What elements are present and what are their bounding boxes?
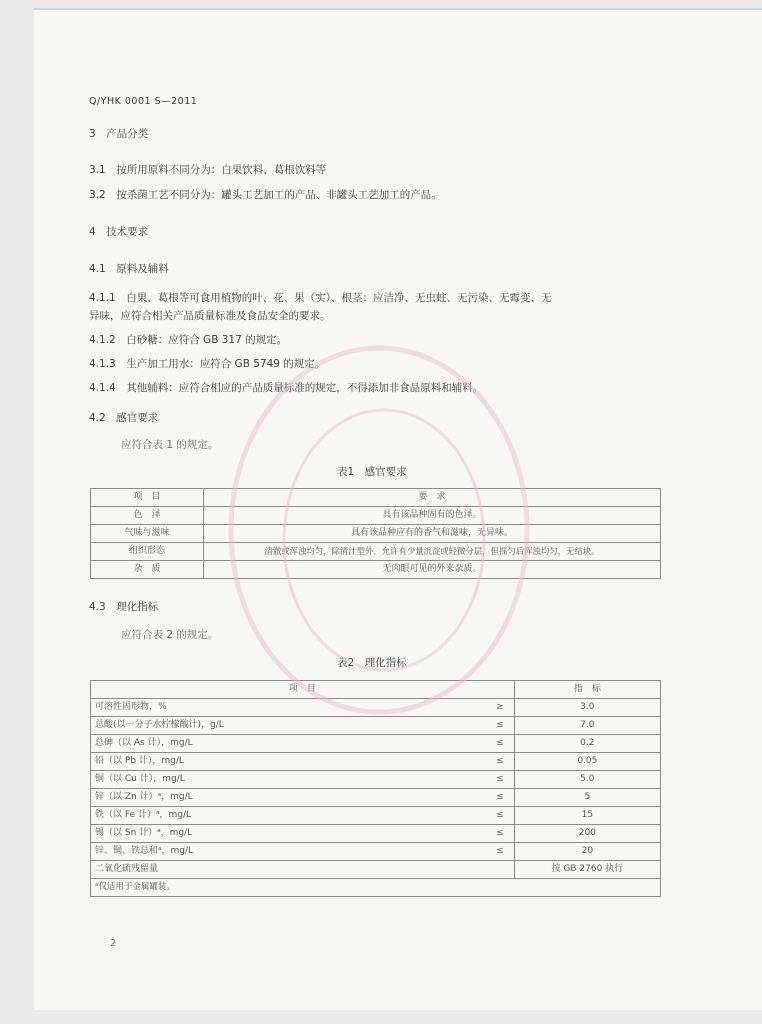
- clause-3-2: 3.2 按杀菌工艺不同分为：罐头工艺加工的产品、非罐头工艺加工的产品。: [89, 189, 442, 201]
- table-cell: 锌、铜、铁总和ᵃ，mg/L: [91, 843, 480, 861]
- table-cell: [480, 861, 515, 879]
- heading-4-1: 4.1 原料及辅料: [89, 263, 169, 275]
- table-cell: ≥: [480, 699, 515, 717]
- table-row: [91, 561, 661, 579]
- table-header-row: [91, 489, 661, 507]
- table-row: [91, 699, 661, 717]
- table-cell: 总砷（以 As 计），mg/L: [91, 735, 480, 753]
- table-cell: 具有该品种应有的香气和滋味，无异味。: [204, 525, 661, 543]
- table-row: [91, 543, 661, 561]
- table-row: [91, 843, 661, 861]
- table-footnote-row: [91, 879, 661, 897]
- table-cell: 铜（以 Cu 计），mg/L: [91, 771, 480, 789]
- table-cell: ≤: [480, 843, 515, 861]
- table-row: [91, 771, 661, 789]
- table-cell: 铅（以 Pb 计），mg/L: [91, 753, 480, 771]
- table-cell: 按 GB 2760 执行: [514, 861, 660, 879]
- table-cell: 3.0: [514, 699, 660, 717]
- table-cell: 5.0: [514, 771, 660, 789]
- document-page: [34, 8, 762, 1010]
- table-cell: ≤: [480, 735, 515, 753]
- table-cell: 具有该品种固有的色泽。: [204, 507, 661, 525]
- table-header-cell: 项 目: [91, 489, 204, 507]
- table-cell: 15: [514, 807, 660, 825]
- table-cell: ≤: [480, 825, 515, 843]
- table-cell: 铁（以 Fe 计）ᵃ，mg/L: [91, 807, 480, 825]
- table-cell: 20: [514, 843, 660, 861]
- table-cell: 0.2: [514, 735, 660, 753]
- table-row: [91, 507, 661, 525]
- table-cell: 0.05: [514, 753, 660, 771]
- table-cell: 杂 质: [91, 561, 204, 579]
- table-cell: 二氧化硫残留量: [91, 861, 480, 879]
- table-cell: ≤: [480, 771, 515, 789]
- table-cell: 色 泽: [91, 507, 204, 525]
- table-cell: 200: [514, 825, 660, 843]
- clause-4-1-1-line1: 4.1.1 白果、葛根等可食用植物的叶、花、果（实）、根茎：应洁净、无虫蛀、无污染、无霉变、无: [89, 292, 552, 304]
- table-row: [91, 753, 661, 771]
- heading-3: 3 产品分类: [89, 128, 149, 140]
- table-header-cell: 项 目: [91, 681, 515, 699]
- table-row: [91, 525, 661, 543]
- heading-4-3: 4.3 理化指标: [89, 601, 159, 613]
- table-cell: 可溶性固形物，%: [91, 699, 480, 717]
- table-cell: 锌（以 Zn 计）ᵃ，mg/L: [91, 789, 480, 807]
- table-cell: 5: [514, 789, 660, 807]
- table-cell: ≤: [480, 807, 515, 825]
- sensory-table: [90, 488, 661, 579]
- table2-caption: 表2 理化指标: [337, 657, 407, 669]
- heading-4: 4 技术要求: [89, 226, 149, 238]
- table-cell: 总酸(以一分子水柠檬酸计)，g/L: [91, 717, 480, 735]
- table-cell: ≤: [480, 789, 515, 807]
- clause-4-1-3: 4.1.3 生产加工用水：应符合 GB 5749 的规定。: [89, 358, 326, 370]
- table-cell: ≤: [480, 753, 515, 771]
- clause-4-1-4: 4.1.4 其他辅料：应符合相应的产品质量标准的规定，不得添加非食品原料和辅料。: [89, 382, 484, 394]
- physicochemical-table: [90, 680, 661, 897]
- table-header-cell: 指 标: [514, 681, 660, 699]
- table-cell: 无肉眼可见的外来杂质。: [204, 561, 661, 579]
- table-row: [91, 735, 661, 753]
- table-cell: ≤: [480, 717, 515, 735]
- table-header-cell: 要 求: [204, 489, 661, 507]
- table-cell: 组织形态: [91, 543, 204, 561]
- clause-4-2-text: 应符合表 1 的规定。: [121, 439, 219, 451]
- page-number: 2: [110, 938, 117, 949]
- table-footnote: ᵃ仅适用于金属罐装。: [91, 879, 661, 897]
- standard-code: Q/YHK 0001 S—2011: [89, 96, 198, 107]
- table-header-row: [91, 681, 661, 699]
- table-row: [91, 717, 661, 735]
- heading-4-2: 4.2 感官要求: [89, 412, 159, 424]
- table-row: [91, 789, 661, 807]
- table-cell: 气味与滋味: [91, 525, 204, 543]
- table-cell: 7.0: [514, 717, 660, 735]
- clause-3-1: 3.1 按所用原料不同分为：白果饮料、葛根饮料等: [89, 164, 327, 176]
- clause-4-1-1-line2: 异味，应符合相关产品质量标准及食品安全的要求。: [89, 310, 331, 322]
- table-row: [91, 807, 661, 825]
- clause-4-1-2: 4.1.2 白砂糖：应符合 GB 317 的规定。: [89, 334, 288, 346]
- table-row: [91, 861, 661, 879]
- table-row: [91, 825, 661, 843]
- clause-4-3-text: 应符合表 2 的规定。: [121, 629, 219, 641]
- table-cell: 清澈或浑浊均匀，除清汁型外，允许有少量沉淀或轻微分层，但摇匀后浑浊均匀，无结块。: [204, 543, 661, 561]
- table-cell: 锡（以 Sn 计）ᵃ，mg/L: [91, 825, 480, 843]
- table1-caption: 表1 感官要求: [337, 466, 407, 478]
